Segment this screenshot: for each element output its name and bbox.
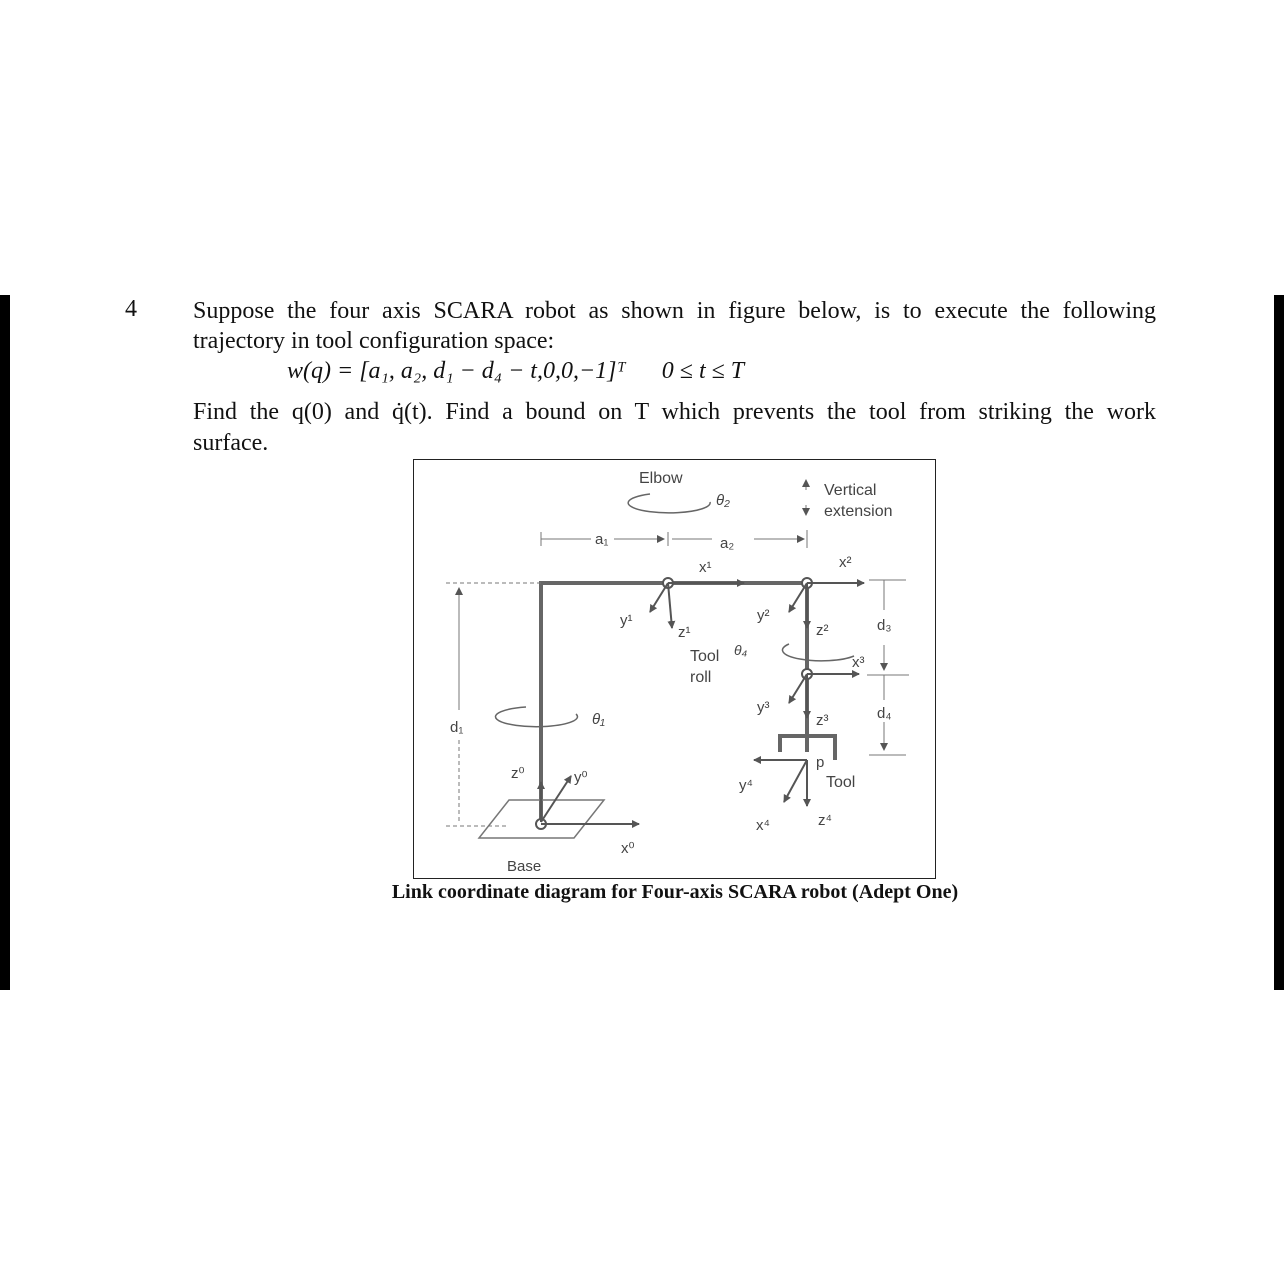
label-tool-roll-2: roll xyxy=(690,669,712,686)
label-x2: x² xyxy=(839,554,852,571)
scara-figure xyxy=(413,459,936,879)
label-p: p xyxy=(816,754,825,771)
label-z1: z¹ xyxy=(678,624,691,641)
label-tool: Tool xyxy=(826,774,856,791)
scara-diagram xyxy=(414,460,935,878)
problem-line-2: trajectory in tool configuration space: xyxy=(193,328,555,354)
problem-line-1: Suppose the four axis SCARA robot as shown in figure below, is to execute the following xyxy=(193,298,1156,324)
label-z2: z² xyxy=(816,622,829,639)
label-theta4: θ₄ xyxy=(734,642,748,658)
label-z0: z⁰ xyxy=(511,765,525,782)
label-vertical: Vertical xyxy=(824,482,877,499)
theta4-rotation-ellipse xyxy=(782,644,854,661)
label-extension: extension xyxy=(824,503,893,520)
label-x3: x³ xyxy=(852,654,865,671)
robot-links xyxy=(541,583,835,822)
label-z3: z³ xyxy=(816,712,829,729)
trajectory-equation: w(q) = [a₁, a₂, d₁ − d₄ − t,0,0,−1]ᵀ 0 ≤ t ≤ T xyxy=(287,358,745,384)
label-y0: y⁰ xyxy=(574,769,588,786)
theta2-rotation-ellipse xyxy=(628,494,710,513)
label-base: Base xyxy=(507,858,542,875)
label-z4: z⁴ xyxy=(818,812,832,829)
label-a1: a₁ xyxy=(595,531,609,548)
label-tool-roll-1: Tool xyxy=(690,648,720,665)
figure-caption: Link coordinate diagram for Four-axis SCARA robot (Adept One) xyxy=(391,881,959,903)
label-theta1: θ₁ xyxy=(592,711,605,728)
label-elbow: Elbow xyxy=(639,470,683,487)
label-d4: d₄ xyxy=(877,705,892,722)
problem-line-3: Find the q(0) and q̇(t). Find a bound on T which prevents the tool from striking the work xyxy=(193,399,1156,425)
label-d1: d₁ xyxy=(450,719,464,736)
question-number: 4 xyxy=(125,296,137,322)
label-x1: x¹ xyxy=(699,559,712,576)
label-d3: d₃ xyxy=(877,617,892,634)
label-x4: x⁴ xyxy=(756,817,770,834)
label-theta2: θ₂ xyxy=(716,492,730,509)
label-y2: y² xyxy=(757,607,770,624)
label-a2: a₂ xyxy=(720,535,735,552)
problem-line-4: surface. xyxy=(193,430,269,456)
label-y4: y⁴ xyxy=(739,777,753,794)
label-x0: x⁰ xyxy=(621,840,635,857)
theta1-rotation-ellipse xyxy=(495,707,577,727)
label-y1: y¹ xyxy=(620,612,633,629)
label-y3: y³ xyxy=(757,699,770,716)
